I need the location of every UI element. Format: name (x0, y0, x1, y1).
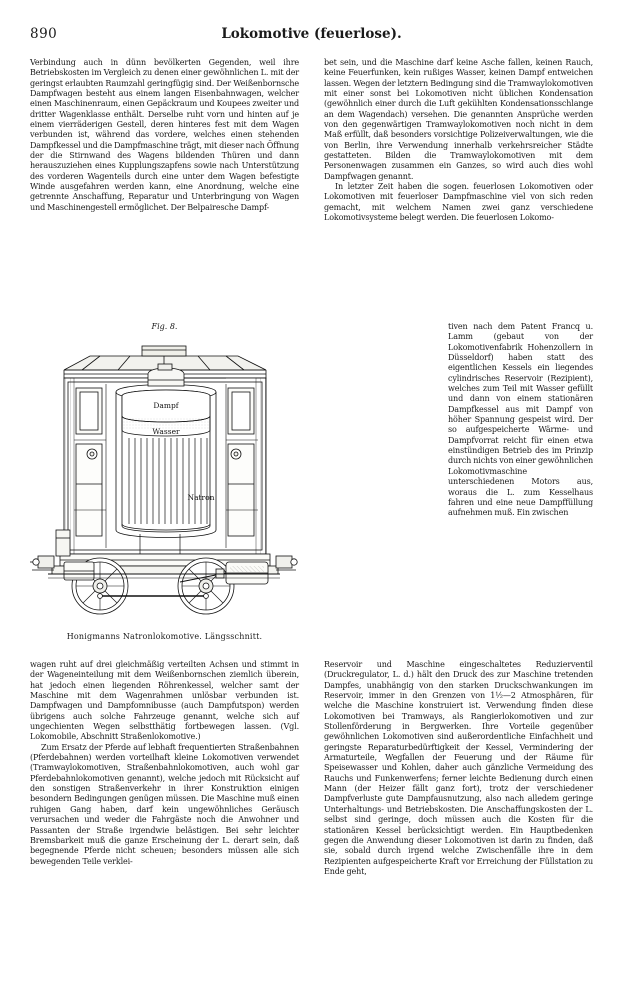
column-right-top (324, 58, 593, 224)
figure-drawing (30, 334, 299, 630)
column-left-top (30, 58, 299, 213)
figure-label-dampf: Dampf (153, 401, 179, 410)
page-header (30, 26, 593, 48)
running-title: Lokomotive (feuerlose). (221, 26, 402, 42)
column-right-middle (448, 322, 593, 519)
figure-label-natron: Natron (187, 493, 215, 502)
paragraph: Verbindung auch in dünn bevölkerten Gegenden, weil ihre Betriebskosten im Vergleich zu denen einer gewöhnlichen L. mit der geringst erlaubten Raumzahl geringfügig sind. Der Weißenbornsche Dampfwagen besteht aus einem langen Eisenbahnwagen, welcher einen Maschinenraum, einen Gepäckraum und Koupees zweiter und dritter Wagenklasse enthält. Derselbe ruht vorn und hinten auf je einem vierräderigen Gestell, deren hinteres fest mit dem Wagen verbunden ist, während das vordere, welches einen stehenden Dampfkessel und die Dampfmaschine trägt, mit dieser nach Öffnung der die Stirnwand des Wagens bildenden Thüren und dann herauszuziehen eines Kupplungszapfens sowie nach Unterstützung des vorderen Wagenteils durch eine unter dem Wagen befestigte Winde ausgefahren werden kann, eine Anordnung, welche eine getrennte Anschaffung, Reparatur und Unterbringung von Wagen und Maschinengestell ermöglichet. Der Belpairesche Dampf- (30, 58, 299, 212)
figure-label-wasser: Wasser (152, 427, 180, 436)
paragraph: Reservoir und Maschine eingeschaltetes Reduzierventil (Druckregulator, L. d.) hält den Druck des zur Maschine tretenden Dampfes, unabhängig von den starken Druckschwankungen im Reservoir, immer in den Grenzen von 1½—2 Atmosphären, für welche die Maschine konstruiert ist. Verwendung finden diese Lokomotiven bei Tramways, als Rangierlokomotiven und zur Stollenförderung in Bergwerken. Ihre Vorteile gegenüber gewöhnlichen Lokomotiven sind außerordentliche Einfachheit und geringste Reparaturbedürftigkeit der Kessel, Vermindering der Armaturteile, Wegfallen der Feuerung und der Räume für Speisewasser und Kohlen, daher auch gänzliche Vermeidung des Rauchs und Funkenwerfens; ferner leichte Bedienung durch einen Mann (der Heizer fällt ganz fort), trotz der verschiedener Dampfverluste gute Dampfausnutzung, also nach alledem geringe Unterhaltungs- und Betriebskosten. Die Anschaffungskosten der L. selbst sind geringe, doch müssen auch die Kosten für die stationären Kessel berücksichtigt werden. Ein Hauptbedenken gegen die Anwendung dieser Lokomotiven ist darin zu finden, daß sie, sobald durch irgend welche Zwischenfälle ihre in dem Rezipienten aufgespeicherte Kraft vor Erreichung der Füllstation zu Ende geht, (324, 660, 593, 876)
figure-number: Fig. 8. (151, 322, 178, 331)
folio-number: 890 (30, 26, 58, 42)
figure-canvas (30, 334, 299, 630)
figure-natron-locomotive (30, 322, 299, 641)
column-left-bottom (30, 660, 299, 867)
figure-caption: Honigmanns Natronlokomotive. Längsschnitt. (66, 632, 263, 641)
column-right-bottom (324, 660, 593, 877)
paragraph: bet sein, und die Maschine darf keine Asche fallen, keinen Rauch, keine Feuerfunken, kein rußiges Wasser, keinen Dampf entweichen lassen. Wegen der letztern Bedingung sind die Tramwaylokomotiven mit einer sonst bei Lokomotiven nicht üblichen Kondensation (gewöhnlich einer durch die Luft gekühlten Kondensationsschlange an dem Wagendach) versehen. Die genannten Ansprüche werden von den gegenwärtigen Tramwaylokomotiven noch nicht in dem Maß erfüllt, daß besonders vorsichtige Polizeiverwaltungen, wie die von Berlin, ihre Verwendung innerhalb verkehrsreicher Städte gestatteten. Bilden die Tramwaylokomotiven mit dem Personenwagen zusammen ein Ganzes, so wird auch dies wohl Dampfwagen genannt. (324, 58, 593, 181)
paragraph: tiven nach dem Patent Francq u. Lamm (gebaut von der Lokomotivenfabrik Hohenzollern in Düsseldorf) haben statt des eigentlichen Kessels ein liegendes cylindrisches Reservoir (Rezipient), welches zum Teil mit Wasser gefüllt und dann von einem stationären Dampfkessel aus mit Dampf von höher Spannung gespeist wird. Der so aufgespeicherte Wärme- und Dampfvorrat reicht für einen etwa einstündigen Betrieb des im Prinzip durch nichts von einer gewöhnlichen Lokomotivmaschine unterschiedenen Motors aus, woraus die L. zum Kesselhaus fahren und eine neue Dampffüllung aufnehmen muß. Ein zwischen (448, 322, 593, 518)
paragraph: In letzter Zeit haben die sogen. feuerlosen Lokomotiven oder Lokomotiven mit feuerloser Dampfmaschine viel von sich reden gemacht, mit welchem Namen zwei ganz verschiedene Lokomotivsysteme belegt werden. Die feuerlosen Lokomo- (324, 182, 593, 223)
paragraph: Zum Ersatz der Pferde auf lebhaft frequentierten Straßenbahnen (Pferdebahnen) werden vorteilhaft kleine Lokomotiven verwendet (Tramwaylokomotiven, Straßenbahnlokomotiven, auch wohl gar Pferdebahnlokomotiven genannt), welche jedoch mit Rücksicht auf den sonstigen Straßenverkehr in ihrer Konstruktion einigen besondern Bedingungen genügen müssen. Die Maschine muß einen ruhigen Gang haben, darf kein ungewöhnliches Geräusch verursachen und weder die Fahrgäste noch die Anwohner und Passanten der Straße irgendwie belästigen. Bei sehr leichter Bremsbarkeit muß die ganze Erscheinung der L. derart sein, daß begegnende Pferde nicht scheuen; besonders müssen alle sich bewegenden Teile verklei- (30, 742, 299, 866)
paragraph: wagen ruht auf drei gleichmäßig verteilten Achsen und stimmt in der Wageneinteilung mit dem Weißenbornschen ziemlich überein, hat jedoch einen liegenden Röhrenkessel, welcher samt der Maschine mit dem Wagenrahmen unlösbar verbunden ist. Dampfwagen und Dampfomnibusse (auch Dampfutspon) werden übrigens auch solche Fahrzeuge genannt, welche sich auf ungechienten Wegen selbstthätig fortbewegen lassen. (Vgl. Lokomobile, Abschnitt Straßenlokomotive.) (30, 660, 299, 742)
